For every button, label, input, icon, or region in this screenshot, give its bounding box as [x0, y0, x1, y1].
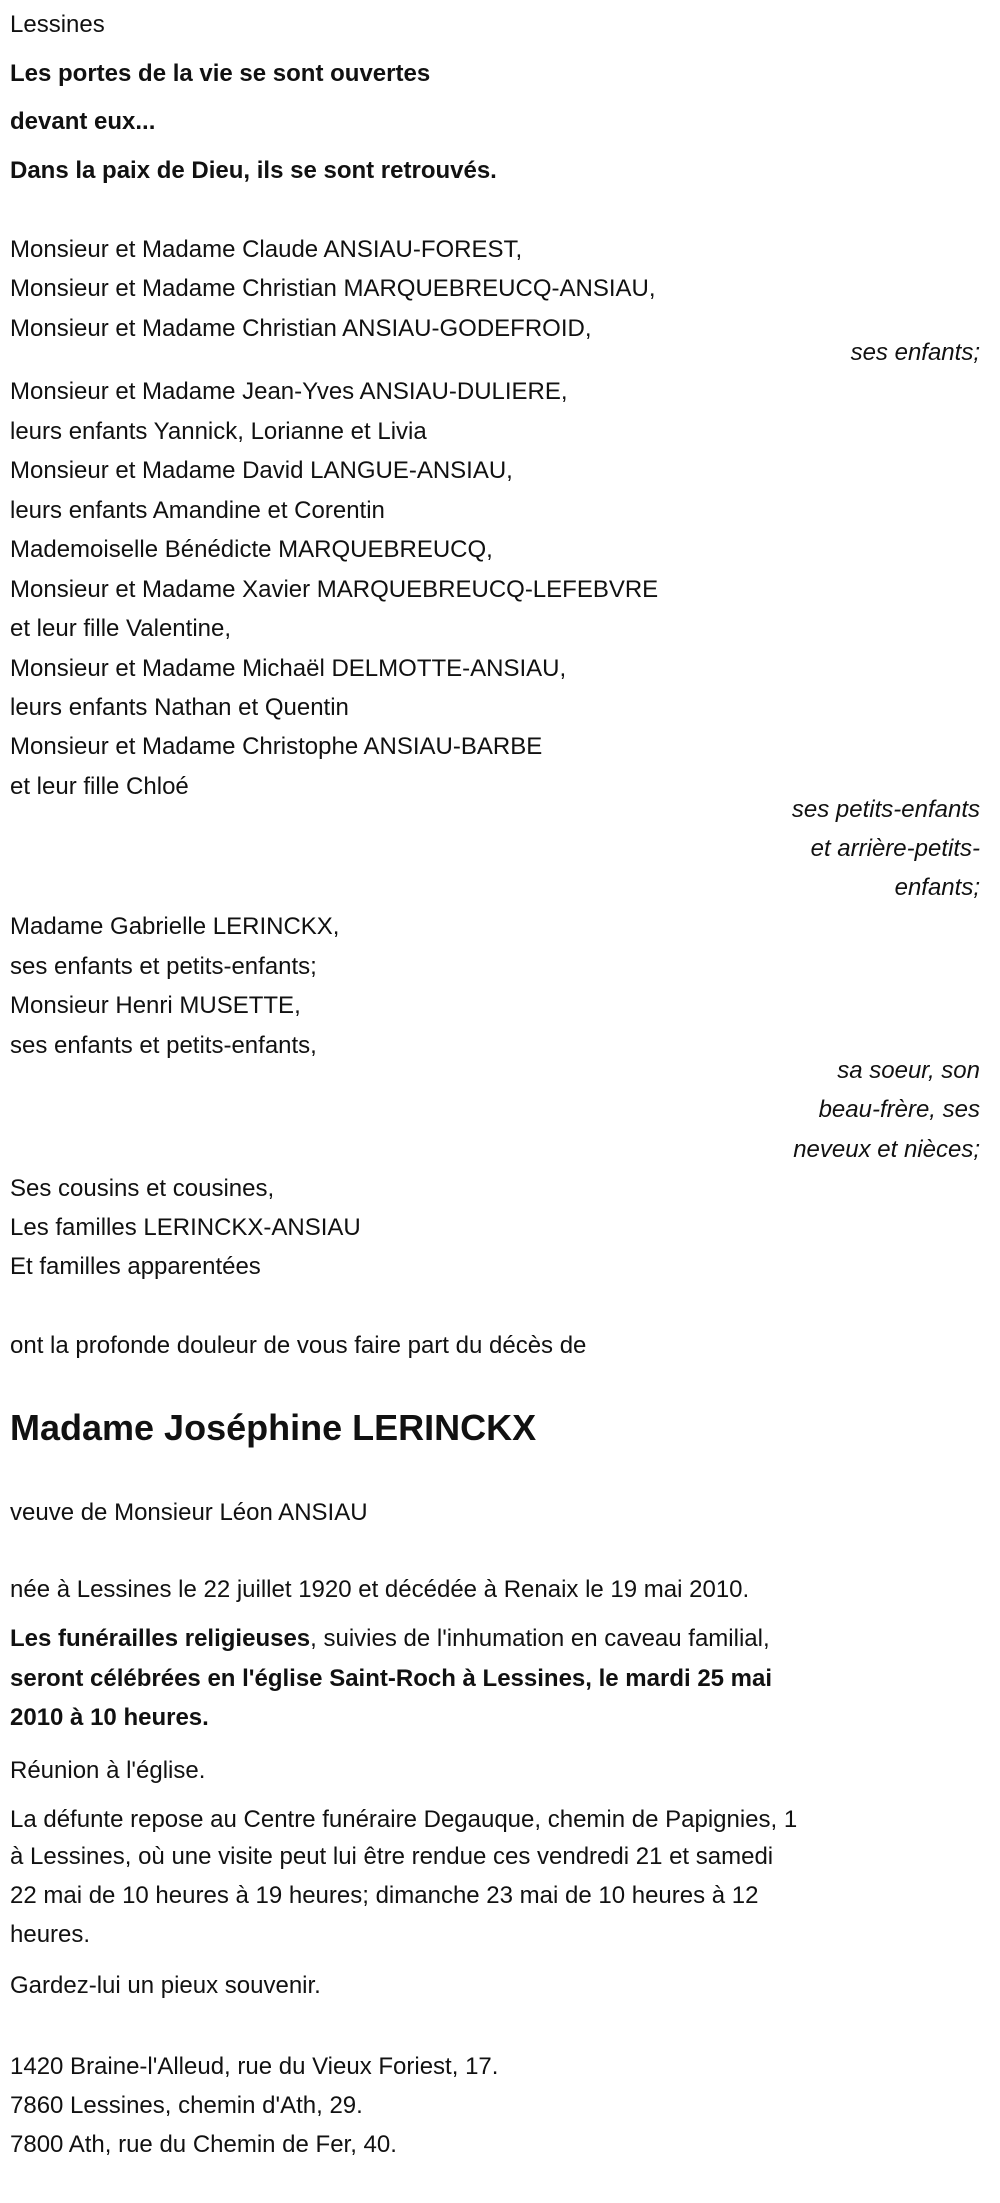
- grandchildren-label: ses petits-enfants: [791, 796, 980, 823]
- siblings-line: Monsieur Henri MUSETTE,: [10, 992, 301, 1019]
- address-line: 7860 Lessines, chemin d'Ath, 29.: [10, 2092, 363, 2119]
- siblings-label: neveux et nièces;: [793, 1136, 980, 1163]
- verse-line: Dans la paix de Dieu, ils se sont retrouvés.: [10, 157, 497, 184]
- others-line: Ses cousins et cousines,: [10, 1175, 275, 1202]
- visitation-line: heures.: [10, 1921, 91, 1948]
- grandchildren-line: Monsieur et Madame Jean-Yves ANSIAU-DULIERE,: [10, 378, 568, 405]
- grandchildren-label: enfants;: [894, 874, 980, 901]
- siblings-label: beau-frère, ses: [818, 1096, 980, 1123]
- grandchildren-line: Monsieur et Madame David LANGUE-ANSIAU,: [10, 457, 513, 484]
- funeral-line: [10, 1619, 770, 1659]
- address-line: 1420 Braine-l'Alleud, rue du Vieux Foriest, 17.: [10, 2053, 499, 2080]
- grandchildren-line: Monsieur et Madame Michaël DELMOTTE-ANSIAU,: [10, 655, 567, 682]
- closing: Gardez-lui un pieux souvenir.: [10, 1972, 321, 1999]
- funeral-line: seront célébrées en l'église Saint-Roch à Lessines, le mardi 25 mai: [10, 1665, 773, 1692]
- siblings-line: ses enfants et petits-enfants,: [10, 1032, 317, 1059]
- grandchildren-line: et leur fille Valentine,: [10, 615, 232, 642]
- address-line: 7800 Ath, rue du Chemin de Fer, 40.: [10, 2131, 397, 2158]
- visitation-line: à Lessines, où une visite peut lui être rendue ces vendredi 21 et samedi: [10, 1843, 774, 1870]
- place: Lessines: [10, 11, 105, 38]
- grandchildren-line: leurs enfants Amandine et Corentin: [10, 497, 385, 524]
- children-label: ses enfants;: [850, 339, 980, 366]
- others-line: Les familles LERINCKX-ANSIAU: [10, 1214, 361, 1241]
- visitation-line: 22 mai de 10 heures à 19 heures; dimanche 23 mai de 10 heures à 12: [10, 1882, 759, 1909]
- funeral-intro: Les funérailles religieuses: [10, 1625, 311, 1652]
- others-line: Et familles apparentées: [10, 1253, 261, 1280]
- children-line: Monsieur et Madame Christian MARQUEBREUCQ-ANSIAU,: [10, 275, 656, 302]
- siblings-line: Madame Gabrielle LERINCKX,: [10, 913, 340, 940]
- funeral-line1-rest: , suivies de l'inhumation en caveau familial,: [310, 1625, 770, 1652]
- grandchildren-line: Monsieur et Madame Xavier MARQUEBREUCQ-LEFEBVRE: [10, 576, 659, 603]
- grandchildren-line: et leur fille Chloé: [10, 773, 189, 800]
- verse-line: Les portes de la vie se sont ouvertes: [10, 60, 431, 87]
- children-line: Monsieur et Madame Claude ANSIAU-FOREST,: [10, 236, 523, 263]
- grandchildren-line: leurs enfants Nathan et Quentin: [10, 694, 349, 721]
- grandchildren-line: Monsieur et Madame Christophe ANSIAU-BARBE: [10, 733, 543, 760]
- grandchildren-line: Mademoiselle Bénédicte MARQUEBREUCQ,: [10, 536, 493, 563]
- deceased-name: Madame Joséphine LERINCKX: [10, 1407, 537, 1448]
- announcement: ont la profonde douleur de vous faire part du décès de: [10, 1332, 587, 1359]
- birth-death: née à Lessines le 22 juillet 1920 et décédée à Renaix le 19 mai 2010.: [10, 1576, 750, 1603]
- siblings-line: ses enfants et petits-enfants;: [10, 953, 317, 980]
- verse-line: devant eux...: [10, 108, 156, 135]
- siblings-label: sa soeur, son: [837, 1057, 980, 1084]
- children-line: Monsieur et Madame Christian ANSIAU-GODEFROID,: [10, 315, 592, 342]
- grandchildren-label: et arrière-petits-: [810, 835, 980, 862]
- meeting: Réunion à l'église.: [10, 1757, 206, 1784]
- visitation-line: La défunte repose au Centre funéraire Degauque, chemin de Papignies, 1: [10, 1806, 798, 1833]
- funeral-line: 2010 à 10 heures.: [10, 1704, 209, 1731]
- widow-of: veuve de Monsieur Léon ANSIAU: [10, 1499, 368, 1526]
- grandchildren-line: leurs enfants Yannick, Lorianne et Livia: [10, 418, 427, 445]
